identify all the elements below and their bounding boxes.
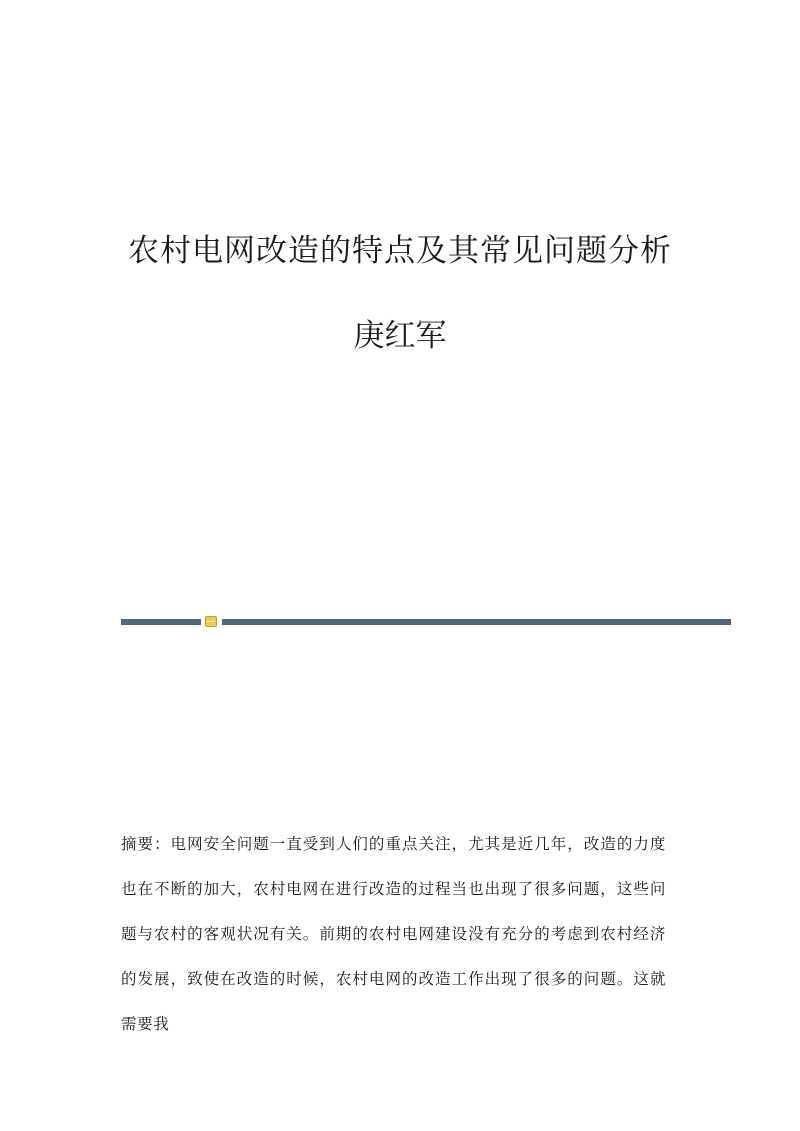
section-divider	[121, 615, 731, 629]
document-title: 农村电网改造的特点及其常见问题分析	[128, 233, 672, 269]
divider-ornament-icon	[205, 616, 217, 627]
divider-bar-left	[121, 619, 201, 625]
divider-bar-right	[222, 619, 731, 625]
document-author: 庚红军	[353, 318, 447, 354]
abstract-paragraph: 摘要：电网安全问题一直受到人们的重点关注，尤其是近几年，改造的力度也在不断的加大，农村电网在进行改造的过程当也出现了很多问题，这些问题与农村的客观状况有关。前期的农村电网建设没有充分的考虑到农村经济的发展，致使在改造的时候，农村电网的改造工作出现了很多的问题。这就需要我	[121, 835, 666, 1033]
